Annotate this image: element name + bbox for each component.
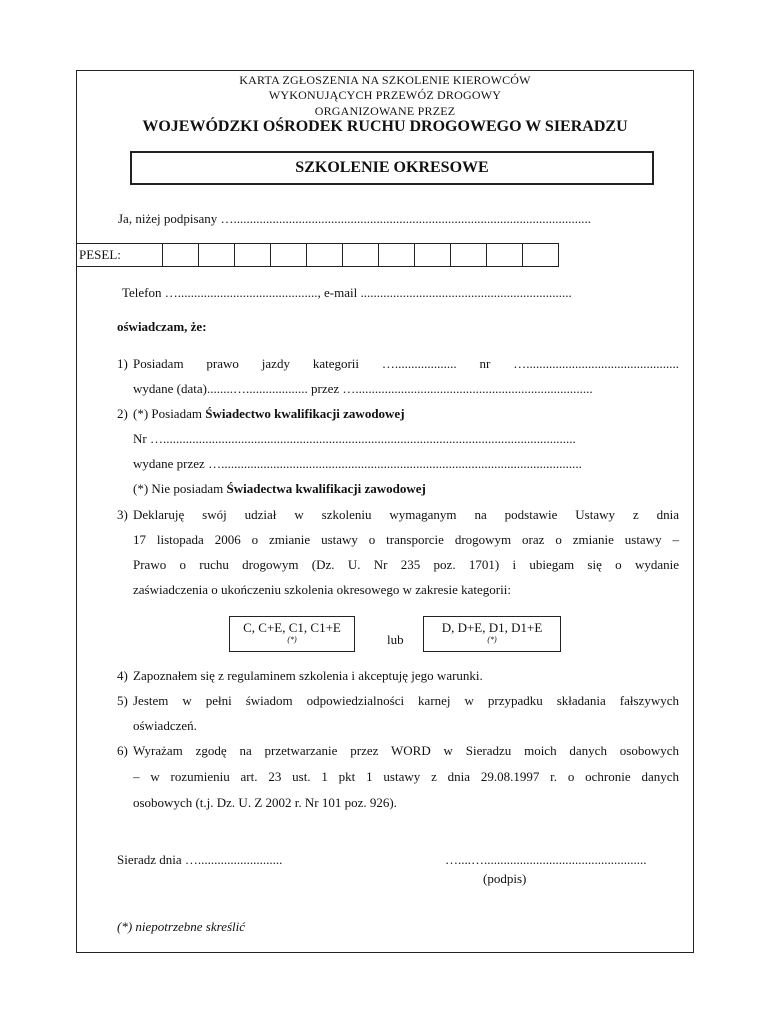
item-3-line-1: Deklaruję swój udział w szkoleniu wymaganym na podstawie Ustawy z dnia [133,507,679,522]
header-line-2: WYKONUJĄCYCH PRZEWÓZ DROGOWY [268,88,502,102]
item-2-bold: Świadectwo kwalifikacji zawodowej [205,406,405,421]
declare-heading: oświadczam, że: [117,319,207,334]
item-5-number: 5) [117,693,128,708]
category-d-label: D, D+E, D1, D1+E [441,620,543,635]
item-5-line-2: oświadczeń. [133,718,197,733]
license-category-field[interactable]: …................... [381,356,457,371]
header-line-1: KARTA ZGŁOSZENIA NA SZKOLENIE KIEROWCÓW [239,73,531,87]
item-4-number: 4) [117,668,128,683]
item-2-no-prefix: (*) Nie posiadam [133,481,224,496]
license-issuer-field[interactable]: …......................................................................... [342,381,593,396]
item-2-line-2 [133,431,576,447]
license-number-field[interactable]: …............................................... [513,356,679,371]
certificate-issuer-label: wydane przez [133,456,205,471]
phone-field[interactable]: …........................................... [164,285,318,300]
pesel-digit-1[interactable] [163,243,199,267]
certificate-number-field[interactable]: …............................................................................................................................... [149,431,576,446]
footnote: (*) niepotrzebne skreślić [117,919,246,934]
item-3-line-3: Prawo o ruchu drogowym (Dz. U. Nr 235 poz. 1701) i ubiegam się o wydanie [133,557,679,572]
signature-field[interactable]: …....….................................................. [445,852,647,867]
email-field[interactable]: ................................................................. [360,285,572,300]
license-number-label: nr [479,356,491,371]
item-6-line-1: Wyrażam zgodę na przetwarzanie przez WORD w Sieradzu moich danych osobowych [133,743,679,758]
item-2-prefix: (*) Posiadam [133,406,202,421]
pesel-digit-4[interactable] [271,243,307,267]
item-1-text: Posiadam prawo jazdy kategorii [133,356,360,371]
item-1-line-2 [133,381,593,397]
item-2-line-3 [133,456,582,472]
pesel-digit-11[interactable] [523,243,559,267]
contact-line [122,285,572,301]
form-title: SZKOLENIE OKRESOWE [130,151,654,185]
category-d-star: (*) [487,635,497,644]
pesel-digit-6[interactable] [343,243,379,267]
category-c-star: (*) [287,635,297,644]
item-6-line-3: osobowych (t.j. Dz. U. Z 2002 r. Nr 101 poz. 926). [133,795,397,810]
item-5-line-1: Jestem w pełni świadom odpowiedzialności karnej w przypadku składania fałszywych [133,693,679,708]
pesel-digit-10[interactable] [487,243,523,267]
organization-name: WOJEWÓDZKI OŚRODEK RUCHU DROGOWEGO W SIERADZU [142,118,628,135]
item-2-number: 2) [117,406,128,421]
pesel-digit-5[interactable] [307,243,343,267]
item-2-no-bold: Świadectwa kwalifikacji zawodowej [226,481,426,496]
item-3-line-2: 17 listopada 2006 o zmianie ustawy o transporcie drogowym oraz o zmianie ustawy – [133,532,679,547]
pesel-digit-7[interactable] [379,243,415,267]
category-or: lub [387,632,404,647]
category-c-label: C, C+E, C1, C1+E [243,620,341,635]
license-issuer-label: przez [311,381,340,396]
pesel-row [77,243,559,267]
item-3-line-4: zaświadczenia o ukończeniu szkolenia okresowego w zakresie kategorii: [133,582,511,597]
pesel-digit-9[interactable] [451,243,487,267]
category-c-box[interactable] [229,616,355,652]
declarant-line [118,211,591,227]
item-4-text: Zapoznałem się z regulaminem szkolenia i akceptuję jego warunki. [133,668,483,683]
place-date-field[interactable]: Sieradz dnia ….......................... [117,852,283,867]
item-2-line-4 [133,481,426,497]
pesel-label: PESEL: [77,243,163,267]
phone-label: Telefon [122,285,162,300]
signature-label: (podpis) [483,871,527,886]
license-issue-date-field[interactable]: wydane (data)........…................... [133,381,308,396]
item-3-number: 3) [117,507,128,522]
item-1-number: 1) [117,356,128,371]
pesel-digit-8[interactable] [415,243,451,267]
item-2-line-1 [133,406,405,422]
declarant-field[interactable]: ….............................................................................................................. [220,211,592,226]
pesel-digit-3[interactable] [235,243,271,267]
certificate-issuer-field[interactable]: …............................................................................................................... [208,456,582,471]
certificate-number-label: Nr [133,431,147,446]
header-line-3: ORGANIZOWANE PRZEZ [314,104,456,118]
email-label: , e-mail [317,285,358,300]
category-d-box[interactable] [423,616,561,652]
item-1-line-1 [133,356,679,372]
item-6-number: 6) [117,743,128,758]
pesel-digit-2[interactable] [199,243,235,267]
declarant-label: Ja, niżej podpisany [118,211,218,226]
item-6-line-2: – w rozumieniu art. 23 ust. 1 pkt 1 ustawy z dnia 29.08.1997 r. o ochronie danych [133,769,679,784]
form-frame [76,70,694,953]
